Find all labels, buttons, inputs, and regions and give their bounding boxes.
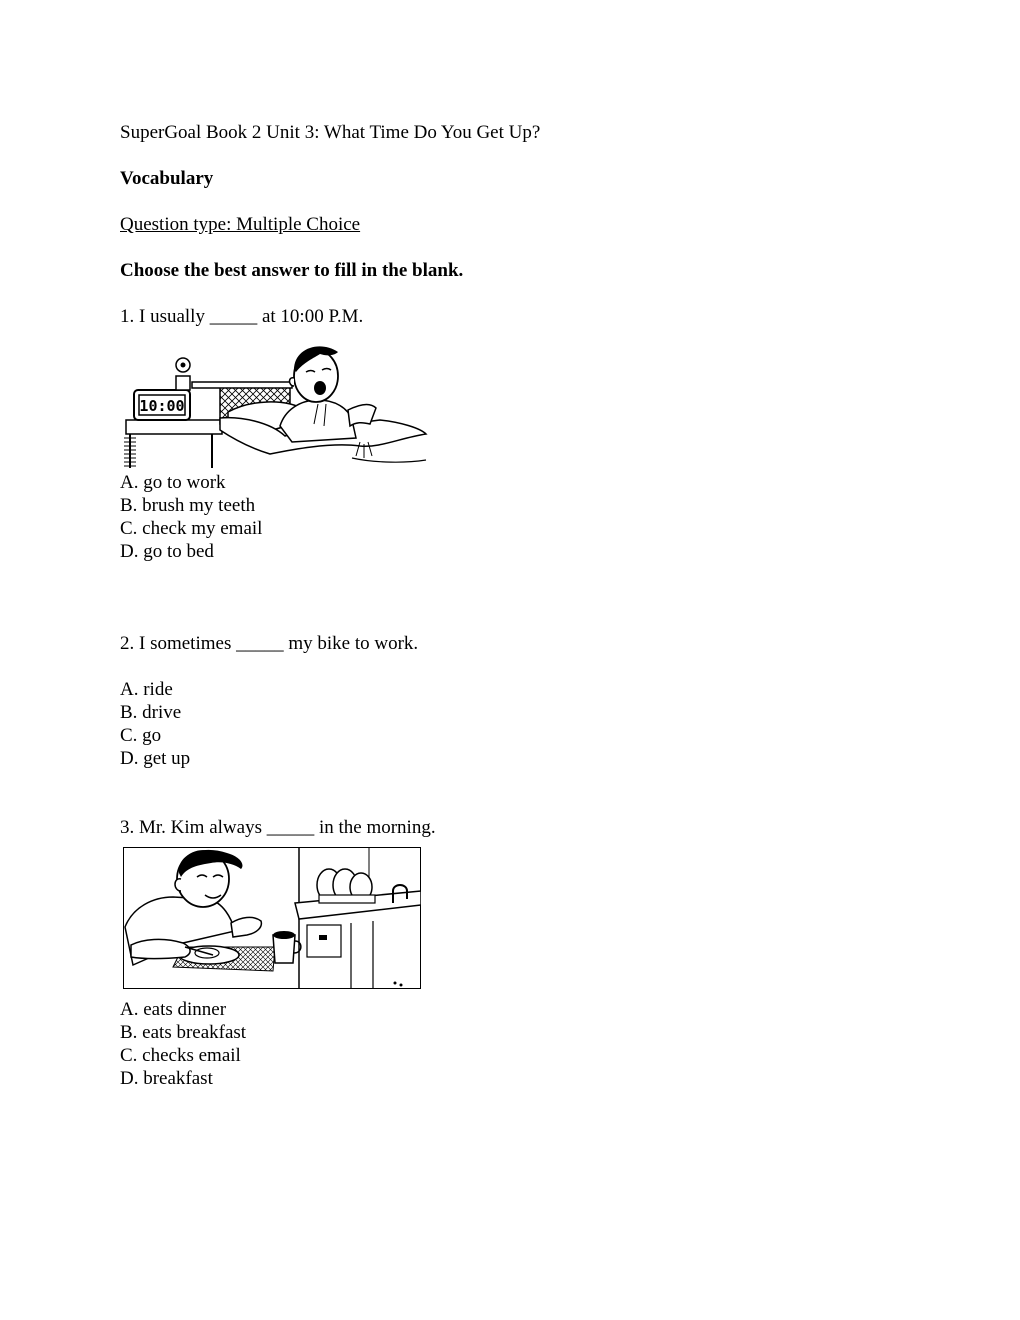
question-1-option-d[interactable]: D. go to bed <box>120 541 214 562</box>
question-1-option-c[interactable]: C. check my email <box>120 518 263 539</box>
question-2-option-a[interactable]: A. ride <box>120 679 173 700</box>
question-3-options <box>120 998 246 1090</box>
question-type-label: Question type: Multiple Choice <box>120 214 361 235</box>
question-1-illustration <box>120 338 430 476</box>
instructions: Choose the best answer to fill in the blank. <box>120 260 464 281</box>
question-2-options <box>120 678 190 770</box>
question-1-option-a[interactable]: A. go to work <box>120 472 226 493</box>
question-2-option-c[interactable]: C. go <box>120 725 162 746</box>
question-3-option-d[interactable]: D. breakfast <box>120 1068 213 1089</box>
question-1-option-b[interactable]: B. brush my teeth <box>120 495 256 516</box>
question-2-prompt: 2. I sometimes _____ my bike to work. <box>120 633 419 654</box>
question-3-option-c[interactable]: C. checks email <box>120 1045 241 1066</box>
question-3-illustration <box>123 847 421 995</box>
question-3-prompt: 3. Mr. Kim always _____ in the morning. <box>120 817 436 838</box>
question-2-option-d[interactable]: D. get up <box>120 748 191 769</box>
question-1-options <box>120 471 262 563</box>
question-2-option-b[interactable]: B. drive <box>120 702 182 723</box>
question-1-prompt: 1. I usually _____ at 10:00 P.M. <box>120 306 364 327</box>
clock-display-text: 10:00 <box>139 397 185 415</box>
question-3-option-a[interactable]: A. eats dinner <box>120 999 227 1020</box>
man-in-bed-illustration <box>120 338 430 470</box>
question-3-option-b[interactable]: B. eats breakfast <box>120 1022 247 1043</box>
man-eating-breakfast-illustration <box>123 847 421 989</box>
worksheet-title: SuperGoal Book 2 Unit 3: What Time Do You Get Up? <box>120 122 541 143</box>
section-heading: Vocabulary <box>120 168 214 189</box>
